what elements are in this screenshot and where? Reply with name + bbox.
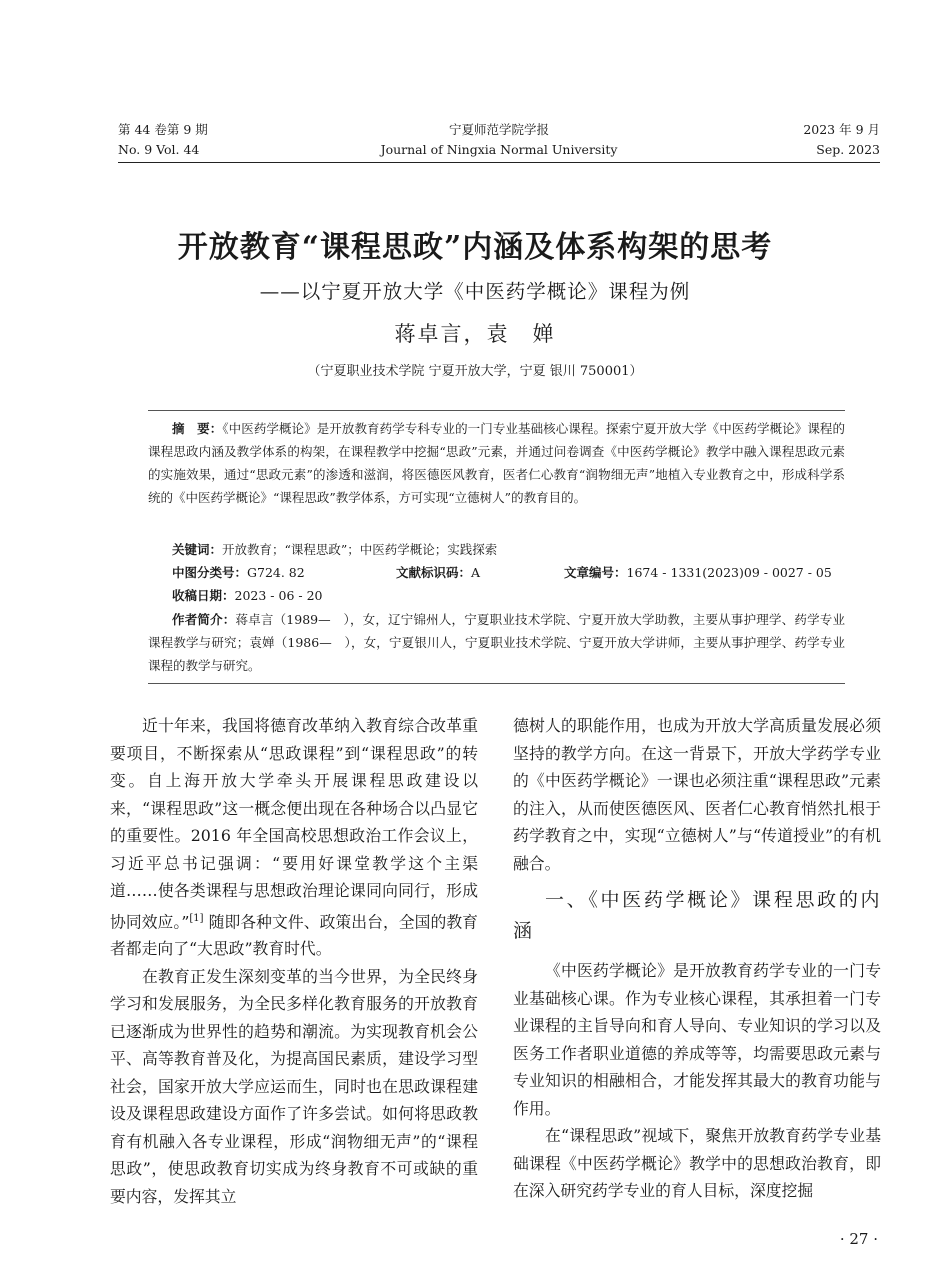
abstract-text: 《中医药学概论》是开放教育药学专科专业的一门专业基础核心课程。探索宁夏开放大学《中医药学概论》课程的课程思政内涵及教学体系的构架，在课程教学中挖掘“思政”元素，并通过问卷调查《中医药学概论》教学中融入课程思政元素的实施效果，通过“思政元素”的渗透和滋润，将医德医风教育，医者仁心教育“润物细无声”地植入专业教育之中，形成科学系统的《中医药学概论》“课程思政”教学体系，方可实现“立德树人”的教育目的。	[148, 421, 845, 505]
header-date-en: Sep. 2023	[816, 142, 880, 157]
header-volume-cn: 第 44 卷第 9 期	[118, 122, 208, 137]
header-journal	[118, 120, 880, 160]
body-column-left	[110, 712, 478, 1210]
section-heading-1: 一、《中医药学概论》课程思政的内涵	[513, 889, 881, 942]
body-paragraph-2: 在教育正发生深刻变革的当今世界，为全民终身学习和发展服务，为全民多样化教育服务的开放教育已逐渐成为世界性的趋势和潮流。为实现教育机会公平、高等教育普及化，为提高国民素质，建设学习型社会，国家开放大学应运而生，同时也在思政课程建设及课程思政建设方面作了许多尝试。如何将思政教育有机融入各专业课程，形成“润物细无声”的“课程思政”，使思政教育切实成为终身教育不可或缺的重要内容，发挥其立	[110, 966, 478, 1206]
header-date-cn: 2023 年 9 月	[803, 122, 880, 137]
article-number-value: 1674 - 1331(2023)09 - 0027 - 05	[626, 565, 832, 580]
body-paragraph-1	[110, 712, 478, 963]
body-paragraph-1-tail: 随即各种文件、政策出台，全国的教育者都走向了“大思政”教育时代。	[110, 911, 478, 959]
received-date-label: 收稿日期：	[172, 588, 235, 603]
keywords-label: 关键词：	[172, 542, 223, 557]
clc-label: 中图分类号：	[172, 565, 248, 580]
citation-ref-1: [1]	[189, 912, 204, 924]
classification-row	[172, 562, 845, 584]
abstract-section	[148, 410, 845, 684]
author-bio-value: 蒋卓言（1989— ），女，辽宁锦州人，宁夏职业技术学院、宁夏开放大学助教，主要从事护理学、药学专业课程教学与研究；袁婵（1986— ），女，宁夏银川人，宁夏职业技术学院、宁夏开放大学讲师，主要从事护理学、药学专业课程的教学与研究。	[148, 612, 845, 673]
paper-title: 开放教育“课程思政”内涵及体系构架的思考	[177, 230, 773, 265]
body-column-right	[513, 712, 881, 1205]
header-date	[803, 120, 880, 160]
body-paragraph-5: 在“课程思政”视域下，聚焦开放教育药学专业基础课程《中医药学概论》教学中的思想政治教育，即在深入研究药学专业的育人目标，深度挖掘	[513, 1126, 881, 1200]
journal-header	[118, 120, 880, 163]
header-volume-en: No. 9 Vol. 44	[118, 142, 200, 157]
abstract-paragraph	[148, 417, 845, 509]
author-bio-label: 作者简介：	[172, 612, 236, 627]
header-journal-cn: 宁夏师范学院学报	[448, 122, 549, 137]
body-paragraph-1-text: 近十年来，我国将德育改革纳入教育综合改革重要项目，不断探索从“思政课程”到“课程思政”的转变。自上海开放大学牵头开展课程思政建设以来，“课程思政”这一概念便出现在各种场合以凸显它的重要性。2016 年全国高校思想政治工作会议上，习近平总书记强调：“要用好课堂教学这个主渠道……使各类课程与思想政治理论课同向同行，形成协同效应。”	[110, 716, 478, 931]
header-journal-en: Journal of Ningxia Normal University	[380, 142, 618, 157]
keywords-row	[172, 539, 497, 561]
paper-authors: 蒋卓言，袁 婵	[394, 322, 556, 346]
clc-value: G724. 82	[247, 565, 305, 580]
clc-field	[172, 565, 305, 580]
abstract-label: 摘 要：	[172, 421, 223, 436]
doc-code-field	[396, 562, 480, 584]
article-number-label: 文章编号：	[564, 565, 627, 580]
paper-affiliation: （宁夏职业技术学院 宁夏开放大学，宁夏 银川 750001）	[307, 364, 643, 379]
body-paragraph-3: 德树人的职能作用，也成为开放大学高质量发展必须坚持的教学方向。在这一背景下，开放大学药学专业的《中医药学概论》一课也必须注重“课程思政”元素的注入，从而使医德医风、医者仁心教育悄然扎根于药学教育之中，实现“立德树人”与“传道授业”的有机融合。	[513, 716, 881, 873]
body-paragraph-4: 《中医药学概论》是开放教育药学专业的一门专业基础核心课。作为专业核心课程，其承担着一门专业课程的主旨导向和育人导向、专业知识的学习以及医务工作者职业道德的养成等等，均需要思政元素与专业知识的相融相合，才能发挥其最大的教育功能与作用。	[513, 961, 881, 1118]
doc-code-label: 文献标识码：	[396, 565, 472, 580]
page-number: · 27 ·	[839, 1230, 878, 1248]
author-bio-row	[148, 608, 845, 677]
received-date-row	[172, 585, 322, 607]
keywords-value: 开放教育；“课程思政”；中医药学概论；实践探索	[222, 542, 498, 557]
doc-code-value: A	[471, 565, 481, 580]
received-date-value: 2023 - 06 - 20	[234, 588, 323, 603]
article-number-field	[564, 562, 832, 584]
paper-subtitle: ——以宁夏开放大学《中医药学概论》课程为例	[259, 280, 691, 303]
